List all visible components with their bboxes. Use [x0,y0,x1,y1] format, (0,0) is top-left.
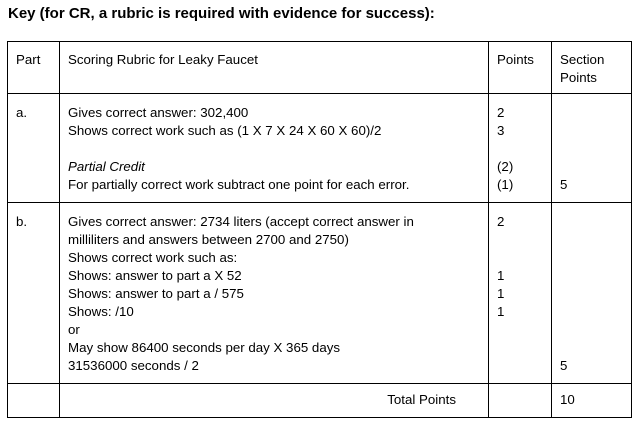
part-cell [8,203,60,384]
points-cell [489,94,552,203]
rubric-line: milliliters and answers between 2700 and 2750) [68,232,349,247]
total-empty-cell [8,384,60,418]
rubric-line: May show 86400 seconds per day X 365 days [68,340,341,355]
rubric-line: Shows correct work such as: [68,250,238,265]
scoring-rubric-table [7,41,632,418]
points-value: (2) [497,159,514,174]
total-value-cell [552,384,632,418]
section-points-value: 5 [560,358,568,373]
rubric-key-heading: Key (for CR, a rubric is required with evidence for success): [8,5,435,22]
rubric-spacer [68,140,482,158]
header-part: Part [16,52,41,67]
part-label: a. [16,105,28,120]
rubric-cell [60,203,489,384]
total-points-value: 10 [560,392,575,407]
points-value: 2 [497,105,505,120]
points-value: 3 [497,123,505,138]
total-empty-cell [489,384,552,418]
header-part-cell [8,42,60,94]
header-section-points-line2: Points [560,70,597,85]
header-section-points-line1: Section [560,52,605,67]
partial-credit-label: Partial Credit [68,159,145,174]
rubric-line: Gives correct answer: 2734 liters (accept correct answer in [68,214,414,229]
points-cell [489,203,552,384]
rubric-line: or [68,322,80,337]
rubric-line: Shows correct work such as (1 X 7 X 24 X 60 X 60)/2 [68,123,382,138]
points-value: (1) [497,177,514,192]
section-points-cell [552,94,632,203]
table-header-row [8,42,632,94]
section-points-value: 5 [560,177,568,192]
points-value: 1 [497,304,505,319]
points-value: 1 [497,286,505,301]
points-value: 2 [497,214,505,229]
rubric-line: For partially correct work subtract one point for each error. [68,177,410,192]
table-row [8,94,632,203]
rubric-line: Shows: answer to part a X 52 [68,268,242,283]
rubric-line: Shows: /10 [68,304,134,319]
rubric-cell [60,94,489,203]
total-points-label: Total Points [387,392,456,407]
header-rubric: Scoring Rubric for Leaky Faucet [68,52,258,67]
rubric-line: Shows: answer to part a / 575 [68,286,244,301]
points-spacer [497,140,545,158]
rubric-line: Gives correct answer: 302,400 [68,105,249,120]
total-label-cell [60,384,489,418]
points-value: 1 [497,268,505,283]
rubric-line: 31536000 seconds / 2 [68,358,199,373]
part-label: b. [16,214,28,229]
table-row [8,203,632,384]
header-points: Points [497,52,534,67]
section-points-cell [552,203,632,384]
part-cell [8,94,60,203]
total-row [8,384,632,418]
header-points-cell [489,42,552,94]
header-rubric-cell [60,42,489,94]
header-section-points-cell [552,42,632,94]
